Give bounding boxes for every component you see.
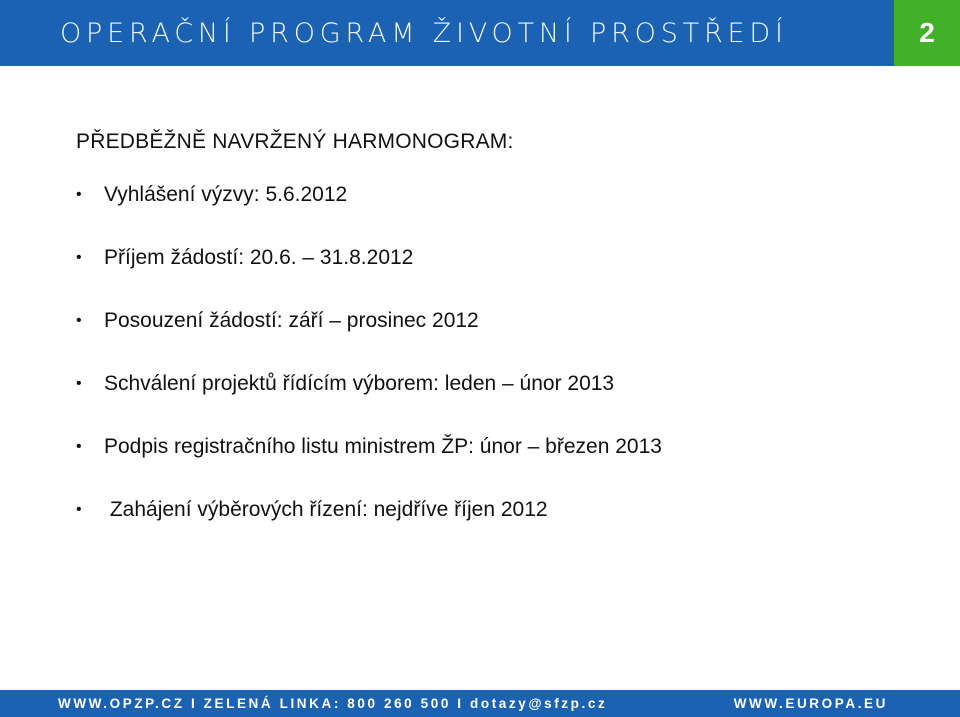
list-item-text: Schválení projektů řídícím výborem: leden – únor 2013: [104, 372, 615, 395]
list-item: [76, 246, 936, 309]
bullet-icon: •: [76, 501, 82, 518]
list-item-text: Posouzení žádostí: září – prosinec 2012: [104, 309, 479, 332]
list-item: [76, 309, 936, 372]
list-item-text: Podpis registračního listu ministrem ŽP: únor – březen 2013: [104, 435, 662, 458]
program-title: OPERAČNÍ PROGRAM ŽIVOTNÍ PROSTŘEDÍ: [60, 17, 788, 49]
bullet-icon: •: [76, 186, 82, 203]
bullet-icon: •: [76, 312, 82, 329]
footer-bar: [0, 690, 960, 717]
bullet-icon: •: [76, 375, 82, 392]
schedule-list: [76, 183, 936, 561]
list-item-text: Zahájení výběrových řízení: nejdříve říjen 2012: [104, 498, 548, 521]
page-number-badge: 2: [894, 0, 960, 66]
list-item-text: Vyhlášení výzvy: 5.6.2012: [104, 183, 348, 206]
list-item: [76, 372, 936, 435]
bullet-icon: •: [76, 438, 82, 455]
list-item: [76, 435, 936, 498]
bullet-icon: •: [76, 249, 82, 266]
schedule-heading: PŘEDBĚŽNĚ NAVRŽENÝ HARMONOGRAM:: [76, 130, 514, 153]
list-item-text: Příjem žádostí: 20.6. – 31.8.2012: [104, 246, 414, 269]
slide-content: [76, 120, 936, 561]
header-bar: [0, 0, 894, 66]
list-item: [76, 498, 936, 561]
footer-europa-link[interactable]: WWW.EUROPA.EU: [733, 696, 888, 711]
list-item: [76, 183, 936, 246]
footer-contact-links[interactable]: WWW.OPZP.CZ I ZELENÁ LINKA: 800 260 500 I dotazy@sfzp.cz: [58, 696, 608, 711]
